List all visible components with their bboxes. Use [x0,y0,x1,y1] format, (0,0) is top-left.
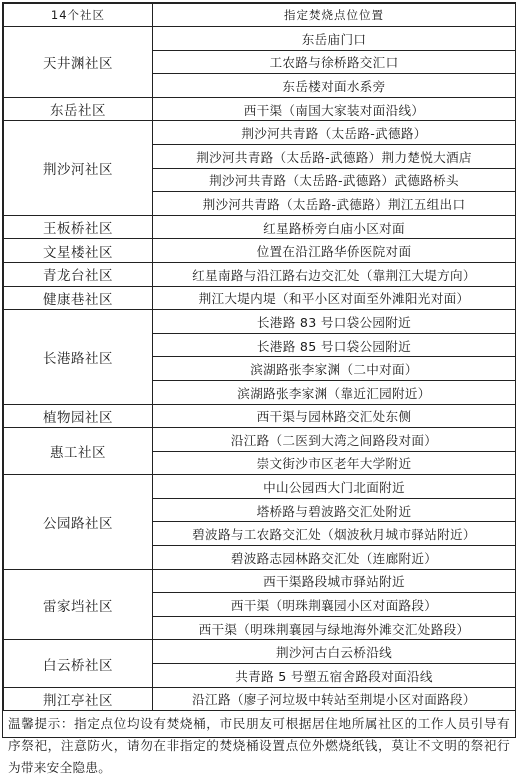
location-cell: 东岳楼对面水系旁 [153,74,516,98]
community-cell: 长港路社区 [4,310,153,404]
location-cell: 东岳庙门口 [153,27,516,51]
community-cell: 白云桥社区 [4,640,153,687]
table-row [4,475,516,499]
location-cell: 西干渠（南国大家装对面沿线） [153,97,516,121]
community-cell: 荆沙河社区 [4,121,153,215]
table-row [4,262,516,286]
community-cell: 青龙台社区 [4,262,153,286]
table-row [4,569,516,593]
warm-reminder [3,711,515,779]
header-location: 指定焚烧点位位置 [153,4,516,27]
location-cell: 工农路与徐桥路交汇口 [153,50,516,74]
community-cell: 王板桥社区 [4,215,153,239]
notice-sheet [2,2,516,776]
location-cell: 碧波路与工农路交汇处（烟波秋月城市驿站附近） [153,522,516,546]
table-row [4,286,516,310]
location-cell: 长港路 83 号口袋公园附近 [153,310,516,334]
table-row [4,27,516,51]
community-cell: 荆江亭社区 [4,687,153,711]
burning-points-table [3,3,516,711]
location-cell: 共青路 5 号塑五宿舍路段对面沿线 [153,664,516,688]
location-cell: 西干渠路段城市驿站附近 [153,569,516,593]
location-cell: 荆沙河共青路（太岳路-武德路）荆力楚悦大酒店 [153,144,516,168]
table-row [4,428,516,452]
table-row [4,640,516,664]
location-cell: 西干渠（明珠荆襄园与绿地海外滩交汇处路段） [153,616,516,640]
location-cell: 沿江路（廖子河垃圾中转站至荆堤小区对面路段） [153,687,516,711]
location-cell: 长港路 85 号口袋公园附近 [153,333,516,357]
warm-reminder-text: 温馨提示：指定点位均设有焚烧桶，市民朋友可根据居住地所属社区的工作人员引导有序祭祀，注意防火，请勿在非指定的焚烧桶设置点位外燃烧纸钱，莫让不文明的祭祀行为带来安全隐患。 [8,716,510,776]
table-row [4,97,516,121]
location-cell: 荆沙河古白云桥沿线 [153,640,516,664]
community-cell: 天井渊社区 [4,27,153,98]
location-cell: 荆沙河共青路（太岳路-武德路）荆江五组出口 [153,192,516,216]
location-cell: 中山公园西大门北面附近 [153,475,516,499]
location-cell: 滨湖路张李家渊（二中对面） [153,357,516,381]
table-body [4,27,516,711]
community-cell: 惠工社区 [4,428,153,475]
location-cell: 崇文街沙市区老年大学附近 [153,451,516,475]
community-cell: 文星楼社区 [4,239,153,263]
location-cell: 沿江路（二医到大湾之间路段对面） [153,428,516,452]
table-row [4,310,516,334]
location-cell: 西干渠与园林路交汇处东侧 [153,404,516,428]
location-cell: 荆沙河共青路（太岳路-武德路）武德路桥头 [153,168,516,192]
location-cell: 红星南路与沿江路右边交汇处（靠荆江大堤方向） [153,262,516,286]
community-cell: 健康巷社区 [4,286,153,310]
community-cell: 公园路社区 [4,475,153,569]
table-row [4,404,516,428]
community-cell: 雷家垱社区 [4,569,153,640]
location-cell: 塔桥路与碧波路交汇处附近 [153,498,516,522]
location-cell: 碧波路志园林路交汇处（连廊附近） [153,546,516,570]
location-cell: 西干渠（明珠荆襄园小区对面路段） [153,593,516,617]
table-row [4,687,516,711]
location-cell: 荆沙河共青路（太岳路-武德路） [153,121,516,145]
community-cell: 植物园社区 [4,404,153,428]
community-cell: 东岳社区 [4,97,153,121]
table-row [4,239,516,263]
location-cell: 荆江大堤内堤（和平小区对面至外滩阳光对面） [153,286,516,310]
table-header-row [4,4,516,27]
header-community: 14个社区 [4,4,153,27]
table-row [4,121,516,145]
location-cell: 红星路桥旁白庙小区对面 [153,215,516,239]
table-row [4,215,516,239]
location-cell: 滨湖路张李家渊（靠近汇园附近） [153,380,516,404]
location-cell: 位置在沿江路华侨医院对面 [153,239,516,263]
